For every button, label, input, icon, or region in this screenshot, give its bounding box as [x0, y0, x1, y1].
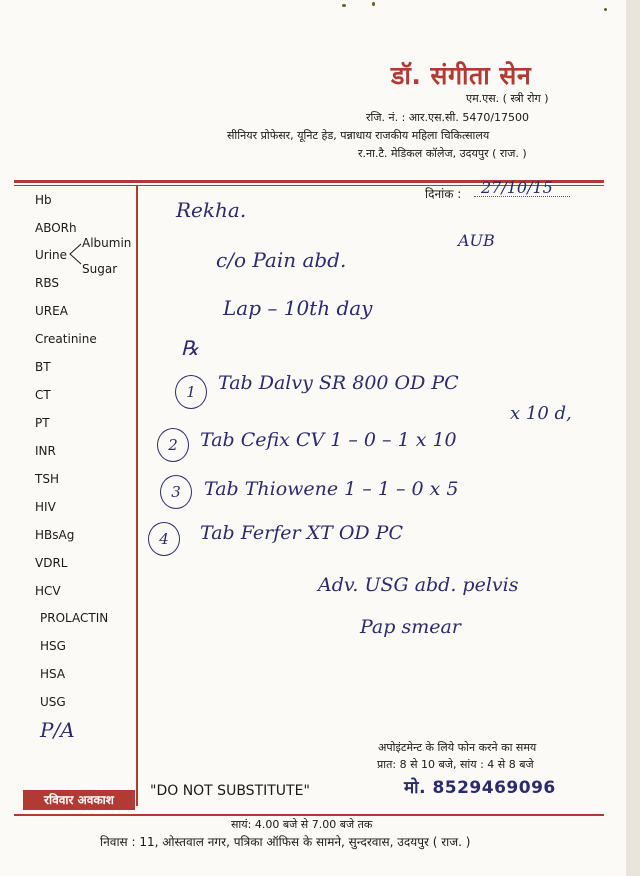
paper-speck: [372, 2, 375, 6]
med-number-circle: 3: [160, 475, 192, 509]
page-edge-shadow: [626, 0, 640, 876]
test-ct: CT: [35, 388, 51, 402]
footer-divider: [14, 814, 604, 816]
test-hbsag: HBsAg: [35, 528, 75, 542]
test-tsh: TSH: [35, 472, 59, 486]
registration-number: रजि. नं. : आर.एस.सी. 5470/17500: [366, 111, 530, 124]
test-inr: INR: [35, 444, 56, 458]
complaint-handwritten: c/o Pain abd.: [216, 248, 347, 272]
urine-brace-icon: [68, 242, 82, 266]
appointment-title: अपोइंटमेन्ट के लिये फोन करने का समय: [378, 741, 537, 754]
test-hiv: HIV: [35, 500, 56, 514]
paper-speck: [342, 4, 346, 7]
sunday-leave-badge: रविवार अवकाश: [23, 790, 135, 810]
rx-symbol: ℞: [181, 336, 199, 360]
test-vdrl: VDRL: [35, 556, 68, 570]
date-handwritten: 27/10/15: [481, 178, 553, 197]
evening-timings: सायं: 4.00 बजे से 7.00 बजे तक: [231, 818, 373, 831]
med-line-3: Tab Thiowene 1 – 1 – 0 x 5: [204, 478, 459, 500]
test-urine: Urine: [35, 248, 68, 262]
advice-handwritten: Adv. USG abd. pelvis: [318, 574, 519, 596]
test-aborh: ABORh: [35, 221, 77, 235]
test-usg: USG: [40, 695, 66, 709]
med-line-2: Tab Cefix CV 1 – 0 – 1 x 10: [200, 429, 457, 451]
test-prolactin: PROLACTIN: [40, 611, 109, 625]
doctor-name: डॉ. संगीता सेन: [391, 61, 532, 90]
test-hcv: HCV: [35, 584, 61, 598]
paper-speck: [604, 8, 607, 11]
test-creatinine: Creatinine: [35, 332, 97, 346]
med-number-circle: 2: [157, 428, 189, 462]
doctor-position: सीनियर प्रोफेसर, यूनिट हेड, पन्नाधाय राजकीय महिला चिकित्सालय: [227, 129, 490, 142]
sidebar-divider: [136, 186, 138, 806]
medical-college: र.ना.टै. मेडिकल कॉलेज, उदयपुर ( राज. ): [358, 147, 527, 160]
test-hsg: HSG: [40, 639, 66, 653]
post-op-handwritten: Lap – 10th day: [223, 296, 373, 320]
test-bt: BT: [35, 360, 51, 374]
med-line-4: Tab Ferfer XT OD PC: [200, 522, 404, 544]
doctor-degree: एम.एस. ( स्त्री रोग ): [466, 92, 549, 105]
residence-address: निवास : 11, ओस्तवाल नगर, पत्रिका ऑफिस के सामने, सुन्दरवास, उदयपुर ( राज. ): [100, 835, 471, 849]
patient-name-handwritten: Rekha.: [176, 198, 247, 222]
test-hb: Hb: [35, 193, 52, 207]
med-line-1-duration: x 10 d,: [510, 403, 572, 424]
med-line-1: Tab Dalvy SR 800 OD PC: [218, 372, 459, 394]
test-urine-sugar: Sugar: [82, 262, 118, 276]
history-handwritten: AUB: [458, 231, 495, 250]
test-rbs: RBS: [35, 276, 59, 290]
appointment-timings: प्रात: 8 से 10 बजे, सांय : 4 से 8 बजे: [377, 758, 534, 771]
advice2-handwritten: Pap smear: [360, 616, 461, 638]
pia-handwritten: P/A: [40, 718, 75, 742]
med-number-circle: 1: [175, 375, 207, 409]
test-hsa: HSA: [40, 667, 66, 681]
med-number-circle: 4: [148, 522, 180, 556]
test-pt: PT: [35, 416, 50, 430]
test-urea: UREA: [35, 304, 68, 318]
do-not-substitute: "DO NOT SUBSTITUTE": [150, 783, 310, 799]
date-label: दिनांक :: [425, 187, 462, 201]
phone-number: मो. 8529469096: [404, 778, 556, 798]
test-urine-albumin: Albumin: [82, 236, 132, 250]
